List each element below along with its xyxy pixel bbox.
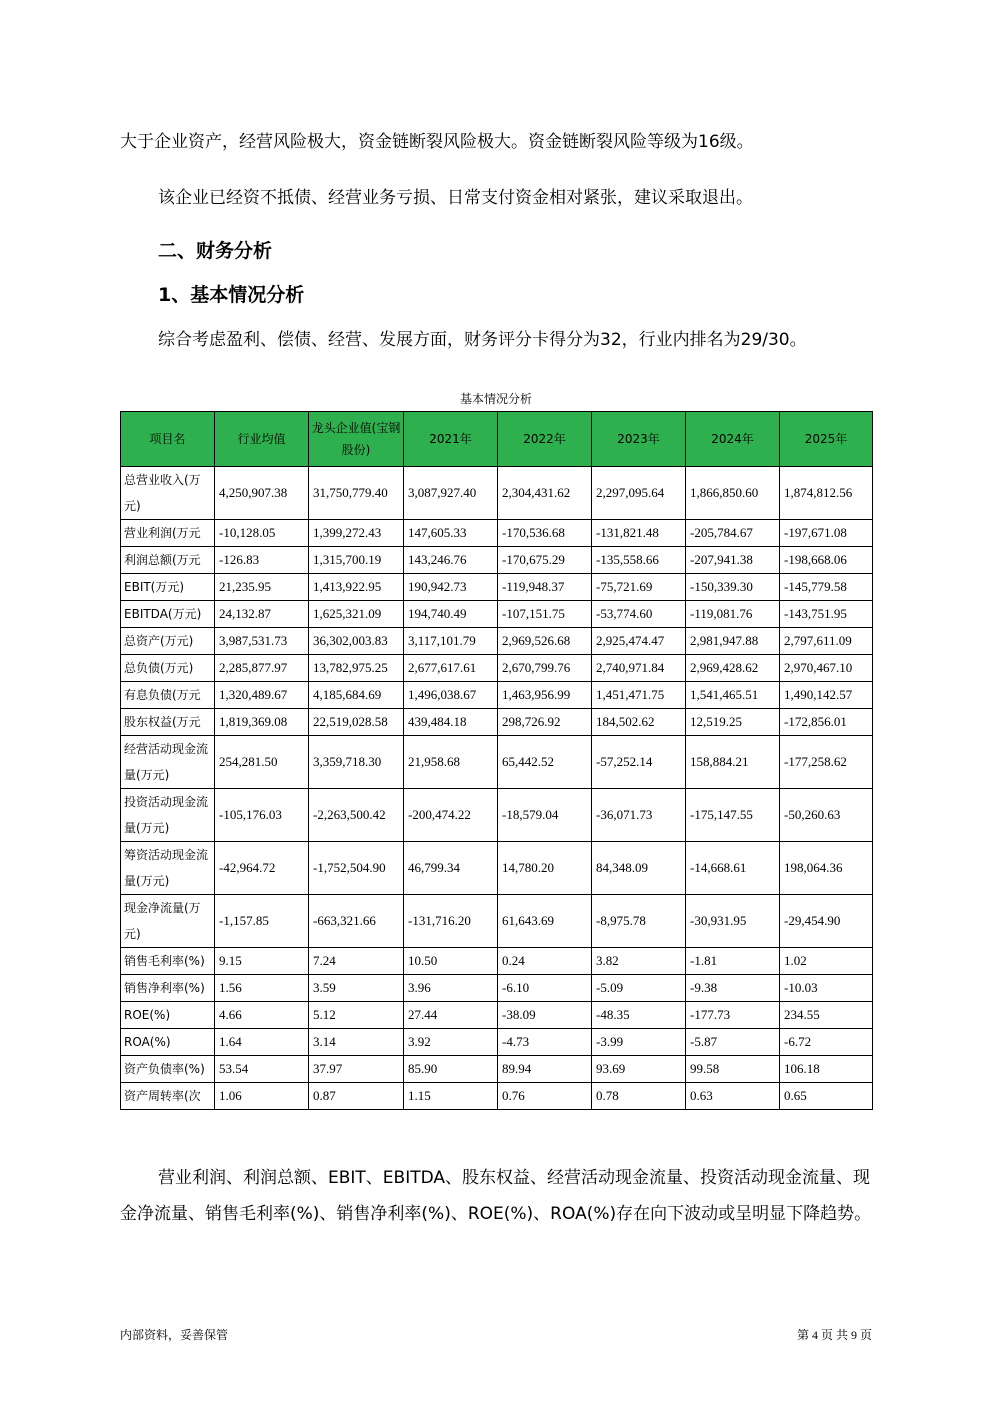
table-cell: 2,970,467.10 — [780, 655, 873, 682]
table-cell: 31,750,779.40 — [309, 467, 404, 520]
table-cell: 4,185,684.69 — [309, 682, 404, 709]
table-cell: -5.09 — [592, 975, 686, 1002]
table-cell: -119,081.76 — [686, 601, 780, 628]
table-cell: -36,071.73 — [592, 789, 686, 842]
table-cell: -207,941.38 — [686, 547, 780, 574]
table-cell: 3.96 — [404, 975, 498, 1002]
table-cell: 0.76 — [498, 1083, 592, 1110]
table-cell: 99.58 — [686, 1056, 780, 1083]
table-cell: 37.97 — [309, 1056, 404, 1083]
table-cell: -177,258.62 — [780, 736, 873, 789]
row-label: 利润总额(万元 — [121, 547, 215, 574]
table-row — [121, 520, 873, 547]
table-cell: 89.94 — [498, 1056, 592, 1083]
table-row — [121, 975, 873, 1002]
table-cell: 0.24 — [498, 948, 592, 975]
row-label: 筹资活动现金流量(万元) — [121, 842, 215, 895]
table-cell: 2,304,431.62 — [498, 467, 592, 520]
table-cell: -119,948.37 — [498, 574, 592, 601]
table-cell: -131,716.20 — [404, 895, 498, 948]
table-cell: 2,297,095.64 — [592, 467, 686, 520]
table-row — [121, 682, 873, 709]
table-cell: -150,339.30 — [686, 574, 780, 601]
row-label: 营业利润(万元 — [121, 520, 215, 547]
table-cell: -205,784.67 — [686, 520, 780, 547]
table-cell: 3.14 — [309, 1029, 404, 1056]
table-cell: 1,819,369.08 — [215, 709, 309, 736]
table-cell: -197,671.08 — [780, 520, 873, 547]
table-cell: 1,413,922.95 — [309, 574, 404, 601]
column-header: 2021年 — [404, 412, 498, 467]
table-row — [121, 655, 873, 682]
table-row — [121, 1002, 873, 1029]
table-row — [121, 547, 873, 574]
continuation-paragraph: 大于企业资产，经营风险极大，资金链断裂风险极大。资金链断裂风险等级为16级。 — [120, 132, 754, 152]
table-cell: 24,132.87 — [215, 601, 309, 628]
table-cell: -10,128.05 — [215, 520, 309, 547]
table-cell: 36,302,003.83 — [309, 628, 404, 655]
table-cell: 1,496,038.67 — [404, 682, 498, 709]
table-cell: -4.73 — [498, 1029, 592, 1056]
table-cell: 13,782,975.25 — [309, 655, 404, 682]
table-cell: 298,726.92 — [498, 709, 592, 736]
table-cell: 5.12 — [309, 1002, 404, 1029]
summary-paragraph: 综合考虑盈利、偿债、经营、发展方面，财务评分卡得分为32，行业内排名为29/30。 — [158, 330, 807, 350]
table-cell: 0.87 — [309, 1083, 404, 1110]
table-cell: -1,157.85 — [215, 895, 309, 948]
table-cell: 3,359,718.30 — [309, 736, 404, 789]
table-cell: -18,579.04 — [498, 789, 592, 842]
row-label: 现金净流量(万元) — [121, 895, 215, 948]
table-cell: 84,348.09 — [592, 842, 686, 895]
table-cell: 14,780.20 — [498, 842, 592, 895]
table-cell: 7.24 — [309, 948, 404, 975]
table-row — [121, 574, 873, 601]
table-cell: 4.66 — [215, 1002, 309, 1029]
table-cell: 46,799.34 — [404, 842, 498, 895]
table-cell: 3.92 — [404, 1029, 498, 1056]
table-cell: -53,774.60 — [592, 601, 686, 628]
table-cell: 143,246.76 — [404, 547, 498, 574]
table-cell: -57,252.14 — [592, 736, 686, 789]
table-cell: 85.90 — [404, 1056, 498, 1083]
table-cell: 53.54 — [215, 1056, 309, 1083]
table-cell: 184,502.62 — [592, 709, 686, 736]
table-cell: -3.99 — [592, 1029, 686, 1056]
table-cell: -75,721.69 — [592, 574, 686, 601]
table-cell: 147,605.33 — [404, 520, 498, 547]
table-cell: 9.15 — [215, 948, 309, 975]
section-heading: 二、财务分析 — [158, 240, 273, 262]
table-cell: 12,519.25 — [686, 709, 780, 736]
table-cell: 0.65 — [780, 1083, 873, 1110]
table-cell: 190,942.73 — [404, 574, 498, 601]
table-row — [121, 895, 873, 948]
table-cell: -198,668.06 — [780, 547, 873, 574]
table-cell: -135,558.66 — [592, 547, 686, 574]
table-cell: -9.38 — [686, 975, 780, 1002]
row-label: 总营业收入(万元) — [121, 467, 215, 520]
table-cell: -143,751.95 — [780, 601, 873, 628]
table-cell: -14,668.61 — [686, 842, 780, 895]
table-cell: 3.59 — [309, 975, 404, 1002]
table-cell: 234.55 — [780, 1002, 873, 1029]
table-row — [121, 1083, 873, 1110]
table-cell: -105,176.03 — [215, 789, 309, 842]
table-cell: 3,117,101.79 — [404, 628, 498, 655]
table-cell: 1.56 — [215, 975, 309, 1002]
table-cell: 1.64 — [215, 1029, 309, 1056]
row-label: 销售净利率(%) — [121, 975, 215, 1002]
table-cell: -6.72 — [780, 1029, 873, 1056]
table-cell: -172,856.01 — [780, 709, 873, 736]
table-row — [121, 1029, 873, 1056]
table-cell: 3,087,927.40 — [404, 467, 498, 520]
row-label: 经营活动现金流量(万元) — [121, 736, 215, 789]
column-header: 行业均值 — [215, 412, 309, 467]
table-cell: 3,987,531.73 — [215, 628, 309, 655]
table-cell: -6.10 — [498, 975, 592, 1002]
table-cell: 106.18 — [780, 1056, 873, 1083]
table-cell: 2,677,617.61 — [404, 655, 498, 682]
table-cell: -48.35 — [592, 1002, 686, 1029]
row-label: EBIT(万元) — [121, 574, 215, 601]
row-label: 有息负债(万元 — [121, 682, 215, 709]
table-cell: 2,285,877.97 — [215, 655, 309, 682]
table-cell: -29,454.90 — [780, 895, 873, 948]
table-cell: -200,474.22 — [404, 789, 498, 842]
row-label: ROE(%) — [121, 1002, 215, 1029]
table-cell: 93.69 — [592, 1056, 686, 1083]
column-header: 2025年 — [780, 412, 873, 467]
table-cell: 1,866,850.60 — [686, 467, 780, 520]
table-cell: 158,884.21 — [686, 736, 780, 789]
table-row — [121, 789, 873, 842]
table-cell: 1,451,471.75 — [592, 682, 686, 709]
table-cell: 439,484.18 — [404, 709, 498, 736]
subsection-heading: 1、基本情况分析 — [158, 284, 305, 306]
table-cell: -10.03 — [780, 975, 873, 1002]
table-cell: 1,874,812.56 — [780, 467, 873, 520]
table-cell: 1,399,272.43 — [309, 520, 404, 547]
table-cell: 0.78 — [592, 1083, 686, 1110]
table-cell: -126.83 — [215, 547, 309, 574]
table-cell: -1,752,504.90 — [309, 842, 404, 895]
table-cell: 1,315,700.19 — [309, 547, 404, 574]
table-body — [121, 467, 873, 1110]
table-row — [121, 601, 873, 628]
table-cell: 1,490,142.57 — [780, 682, 873, 709]
table-cell: 1,320,489.67 — [215, 682, 309, 709]
conclusion-paragraph: 营业利润、利润总额、EBIT、EBITDA、股东权益、经营活动现金流量、投资活动现金流量、现金净流量、销售毛利率(%)、销售净利率(%)、ROE(%)、ROA(%)存在向下波动或呈明显下降趋势。 — [120, 1168, 872, 1224]
column-header: 2024年 — [686, 412, 780, 467]
table-cell: 1.06 — [215, 1083, 309, 1110]
table-cell: -42,964.72 — [215, 842, 309, 895]
table-cell: -50,260.63 — [780, 789, 873, 842]
table-cell: -30,931.95 — [686, 895, 780, 948]
table-cell: 1,541,465.51 — [686, 682, 780, 709]
table-cell: 1.15 — [404, 1083, 498, 1110]
table-cell: -131,821.48 — [592, 520, 686, 547]
table-cell: 2,740,971.84 — [592, 655, 686, 682]
table-caption: 基本情况分析 — [459, 392, 532, 406]
table-cell: -175,147.55 — [686, 789, 780, 842]
column-header: 2023年 — [592, 412, 686, 467]
table-cell: 198,064.36 — [780, 842, 873, 895]
column-header: 项目名 — [121, 412, 215, 467]
table-row — [121, 628, 873, 655]
table-cell: 2,969,428.62 — [686, 655, 780, 682]
table-row — [121, 709, 873, 736]
column-header: 龙头企业值(宝钢股份) — [309, 412, 404, 467]
table-cell: 194,740.49 — [404, 601, 498, 628]
row-label: 总资产(万元) — [121, 628, 215, 655]
table-cell: 2,925,474.47 — [592, 628, 686, 655]
table-cell: 1,625,321.09 — [309, 601, 404, 628]
table-cell: 2,969,526.68 — [498, 628, 592, 655]
table-row — [121, 842, 873, 895]
table-cell: 65,442.52 — [498, 736, 592, 789]
table-cell: 4,250,907.38 — [215, 467, 309, 520]
table-cell: -177.73 — [686, 1002, 780, 1029]
table-row — [121, 736, 873, 789]
table-cell: -5.87 — [686, 1029, 780, 1056]
table-cell: 2,981,947.88 — [686, 628, 780, 655]
table-cell: -145,779.58 — [780, 574, 873, 601]
table-cell: -663,321.66 — [309, 895, 404, 948]
table-cell: -38.09 — [498, 1002, 592, 1029]
financial-table — [120, 411, 873, 1110]
row-label: EBITDA(万元) — [121, 601, 215, 628]
row-label: 总负债(万元) — [121, 655, 215, 682]
table-cell: 2,797,611.09 — [780, 628, 873, 655]
table-cell: -170,536.68 — [498, 520, 592, 547]
footer-confidential: 内部资料，妥善保管 — [120, 1328, 229, 1342]
table-cell: -170,675.29 — [498, 547, 592, 574]
row-label: ROA(%) — [121, 1029, 215, 1056]
table-row — [121, 467, 873, 520]
footer-page-number: 第 4 页 共 9 页 — [796, 1328, 872, 1342]
table-cell: -1.81 — [686, 948, 780, 975]
table-cell: 0.63 — [686, 1083, 780, 1110]
table-cell: 1.02 — [780, 948, 873, 975]
table-row — [121, 1056, 873, 1083]
column-header: 2022年 — [498, 412, 592, 467]
table-cell: 10.50 — [404, 948, 498, 975]
row-label: 资产周转率(次 — [121, 1083, 215, 1110]
row-label: 股东权益(万元 — [121, 709, 215, 736]
row-label: 销售毛利率(%) — [121, 948, 215, 975]
table-row — [121, 948, 873, 975]
table-cell: 22,519,028.58 — [309, 709, 404, 736]
table-cell: 3.82 — [592, 948, 686, 975]
table-cell: 1,463,956.99 — [498, 682, 592, 709]
recommendation-paragraph: 该企业已经资不抵债、经营业务亏损、日常支付资金相对紧张，建议采取退出。 — [158, 188, 753, 208]
table-cell: -107,151.75 — [498, 601, 592, 628]
row-label: 资产负债率(%) — [121, 1056, 215, 1083]
table-cell: -8,975.78 — [592, 895, 686, 948]
table-cell: 21,235.95 — [215, 574, 309, 601]
table-cell: 27.44 — [404, 1002, 498, 1029]
table-cell: -2,263,500.42 — [309, 789, 404, 842]
table-cell: 2,670,799.76 — [498, 655, 592, 682]
row-label: 投资活动现金流量(万元) — [121, 789, 215, 842]
table-cell: 21,958.68 — [404, 736, 498, 789]
table-header-row — [121, 412, 873, 467]
table-cell: 61,643.69 — [498, 895, 592, 948]
table-cell: 254,281.50 — [215, 736, 309, 789]
